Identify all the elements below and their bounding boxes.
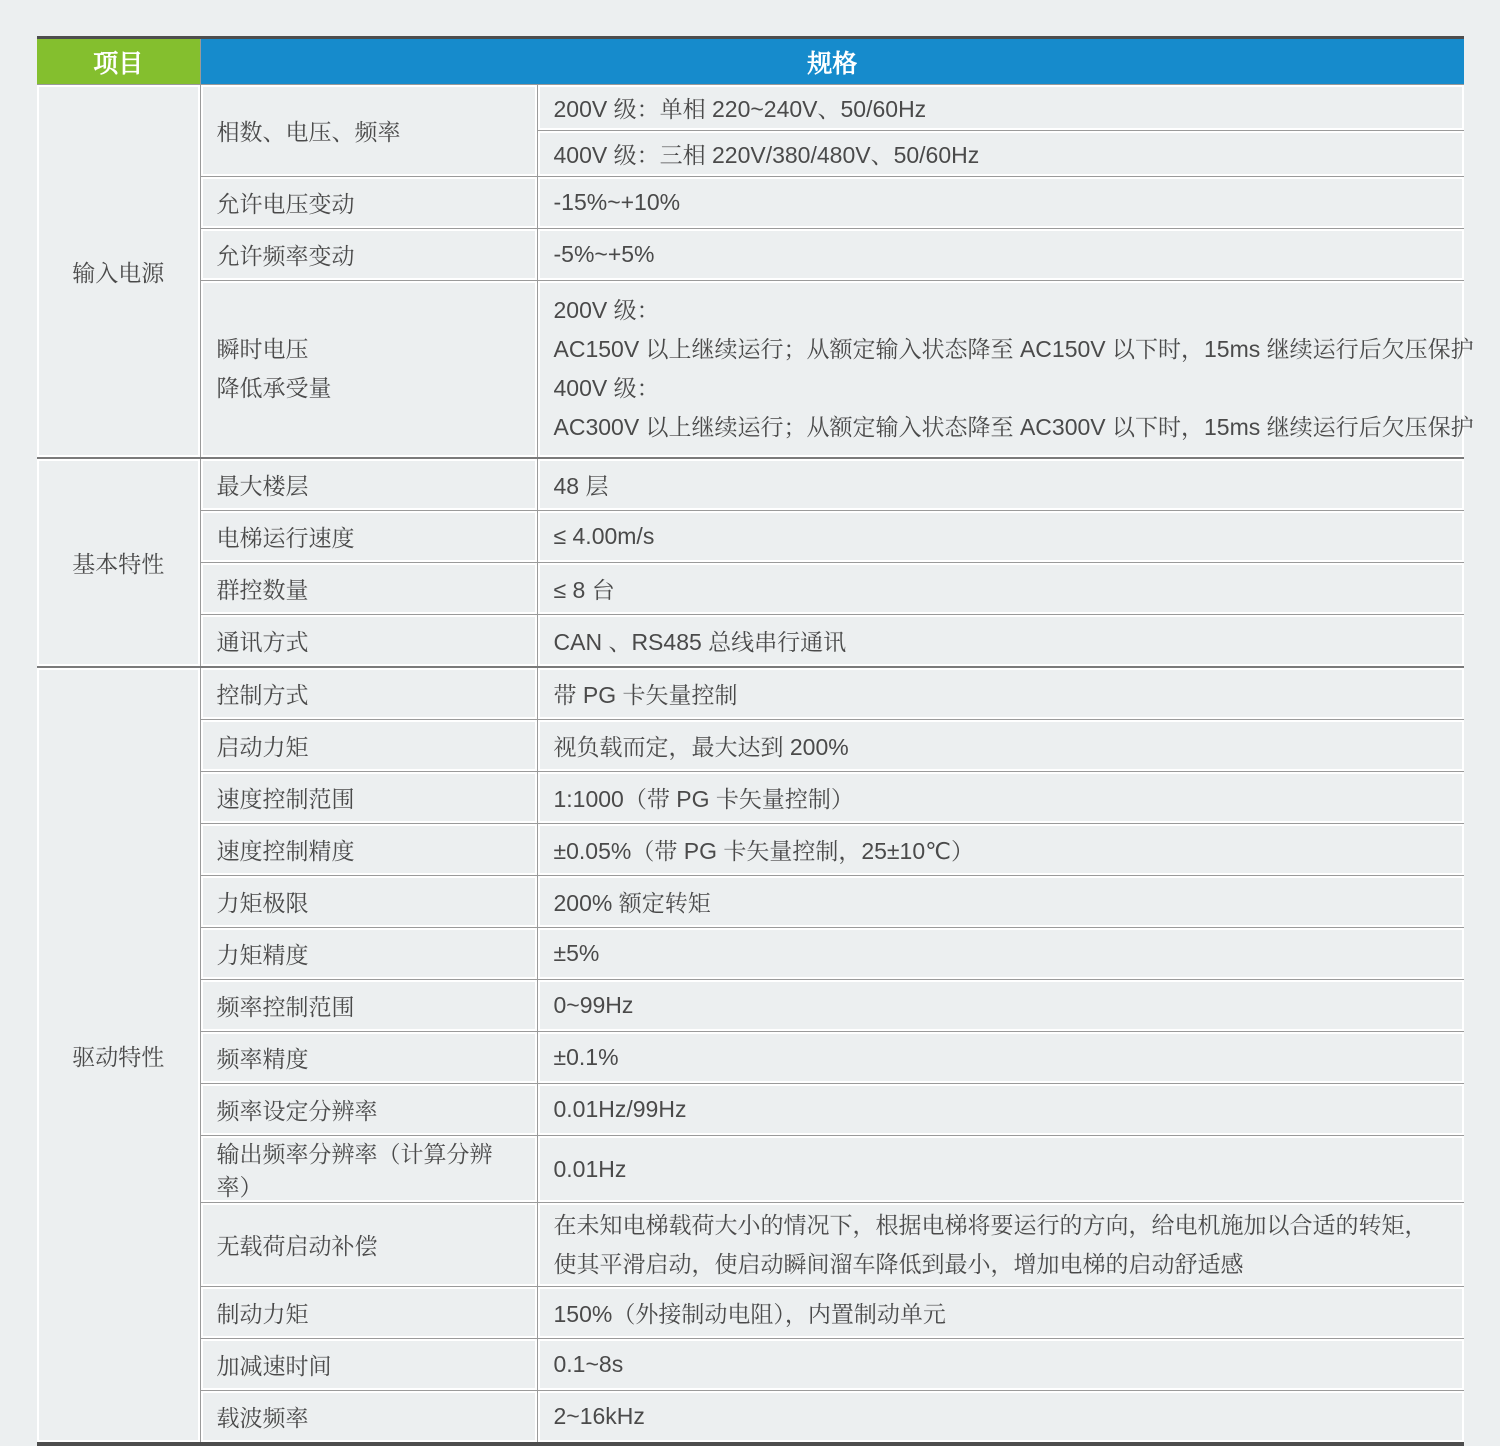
- value-cell: 0.1~8s: [537, 1339, 1464, 1391]
- param-cell: 速度控制范围: [200, 772, 537, 824]
- table-row: [37, 1084, 1464, 1136]
- table-row: [37, 511, 1464, 563]
- value-cell: 200% 额定转矩: [537, 876, 1464, 928]
- param-cell: 控制方式: [200, 667, 537, 720]
- param-cell: 速度控制精度: [200, 824, 537, 876]
- value-cell: 0~99Hz: [537, 980, 1464, 1032]
- value-cell: ±0.05%（带 PG 卡矢量控制，25±10℃）: [537, 824, 1464, 876]
- value-line: AC150V 以上继续运行；从额定输入状态降至 AC150V 以下时，15ms 继续运行后欠压保护: [553, 336, 1474, 362]
- table-row: [37, 1136, 1464, 1203]
- value-cell: 48 层: [537, 458, 1464, 511]
- param-cell: 电梯运行速度: [200, 511, 537, 563]
- value-cell: -15%~+10%: [537, 177, 1464, 229]
- value-cell: ≤ 8 台: [537, 563, 1464, 615]
- table-row: [37, 876, 1464, 928]
- item-header-cell: 项目: [37, 38, 200, 85]
- table-row: [37, 1032, 1464, 1084]
- table-row: [37, 281, 1464, 459]
- table-row: [37, 928, 1464, 980]
- param-cell: 输出频率分辨率（计算分辨率）: [200, 1136, 537, 1203]
- table-row: [37, 667, 1464, 720]
- param-cell: 频率设定分辨率: [200, 1084, 537, 1136]
- value-cell: 在未知电梯载荷大小的情况下，根据电梯将要运行的方向，给电机施加以合适的转矩，使其平滑启动，使启动瞬间溜车降低到最小，增加电梯的启动舒适感: [537, 1203, 1464, 1287]
- table-row: [37, 824, 1464, 876]
- value-line: 200V 级：: [553, 297, 660, 323]
- param-cell: 制动力矩: [200, 1287, 537, 1339]
- category-cell-input-power: 输入电源: [37, 85, 200, 459]
- param-cell: 载波频率: [200, 1391, 537, 1445]
- header-row: [37, 38, 1464, 85]
- spec-header-cell: 规格: [200, 38, 1464, 85]
- category-cell-drive-characteristics: 驱动特性: [37, 667, 200, 1444]
- param-cell: 力矩精度: [200, 928, 537, 980]
- value-cell: 带 PG 卡矢量控制: [537, 667, 1464, 720]
- param-cell: 力矩极限: [200, 876, 537, 928]
- param-cell: 启动力矩: [200, 720, 537, 772]
- table-row: [37, 1391, 1464, 1445]
- table-row: [37, 563, 1464, 615]
- value-line: 400V 级：: [553, 375, 660, 401]
- value-cell: [537, 281, 1474, 459]
- table-row: [37, 458, 1464, 511]
- table-row: [37, 1287, 1464, 1339]
- value-cell: 视负载而定，最大达到 200%: [537, 720, 1464, 772]
- value-cell: 0.01Hz/99Hz: [537, 1084, 1464, 1136]
- table-row: [37, 615, 1464, 668]
- param-line: 瞬时电压: [216, 336, 309, 362]
- value-cell: CAN 、RS485 总线串行通讯: [537, 615, 1464, 668]
- value-cell: ≤ 4.00m/s: [537, 511, 1464, 563]
- param-cell: 群控数量: [200, 563, 537, 615]
- param-cell: 加减速时间: [200, 1339, 537, 1391]
- param-cell: 通讯方式: [200, 615, 537, 668]
- value-cell: 200V 级：单相 220~240V、50/60Hz: [537, 85, 1464, 131]
- table-row: [37, 980, 1464, 1032]
- value-cell: 0.01Hz: [537, 1136, 1464, 1203]
- category-cell-basic-characteristics: 基本特性: [37, 458, 200, 667]
- table-row: [37, 85, 1464, 131]
- table-row: [37, 177, 1464, 229]
- param-cell: 频率控制范围: [200, 980, 537, 1032]
- param-cell: [200, 281, 537, 459]
- table-row: [37, 1339, 1464, 1391]
- value-cell: ±0.1%: [537, 1032, 1464, 1084]
- param-cell: 最大楼层: [200, 458, 537, 511]
- value-line: AC300V 以上继续运行；从额定输入状态降至 AC300V 以下时，15ms 继续运行后欠压保护: [553, 414, 1474, 440]
- value-cell: 1:1000（带 PG 卡矢量控制）: [537, 772, 1464, 824]
- param-cell: 无载荷启动补偿: [200, 1203, 537, 1287]
- param-line: 降低承受量: [216, 375, 332, 401]
- table-row: [37, 772, 1464, 824]
- table-row: [37, 1203, 1464, 1287]
- spec-table: [37, 36, 1474, 1446]
- value-cell: -5%~+5%: [537, 229, 1464, 281]
- param-cell: 允许电压变动: [200, 177, 537, 229]
- value-cell: 150%（外接制动电阻），内置制动单元: [537, 1287, 1464, 1339]
- table-row: [37, 720, 1464, 772]
- value-cell: 2~16kHz: [537, 1391, 1464, 1445]
- param-cell: 允许频率变动: [200, 229, 537, 281]
- table-row: [37, 229, 1464, 281]
- param-cell: 相数、电压、频率: [200, 85, 537, 177]
- param-cell: 频率精度: [200, 1032, 537, 1084]
- value-cell: 400V 级：三相 220V/380/480V、50/60Hz: [537, 131, 1464, 177]
- value-cell: ±5%: [537, 928, 1464, 980]
